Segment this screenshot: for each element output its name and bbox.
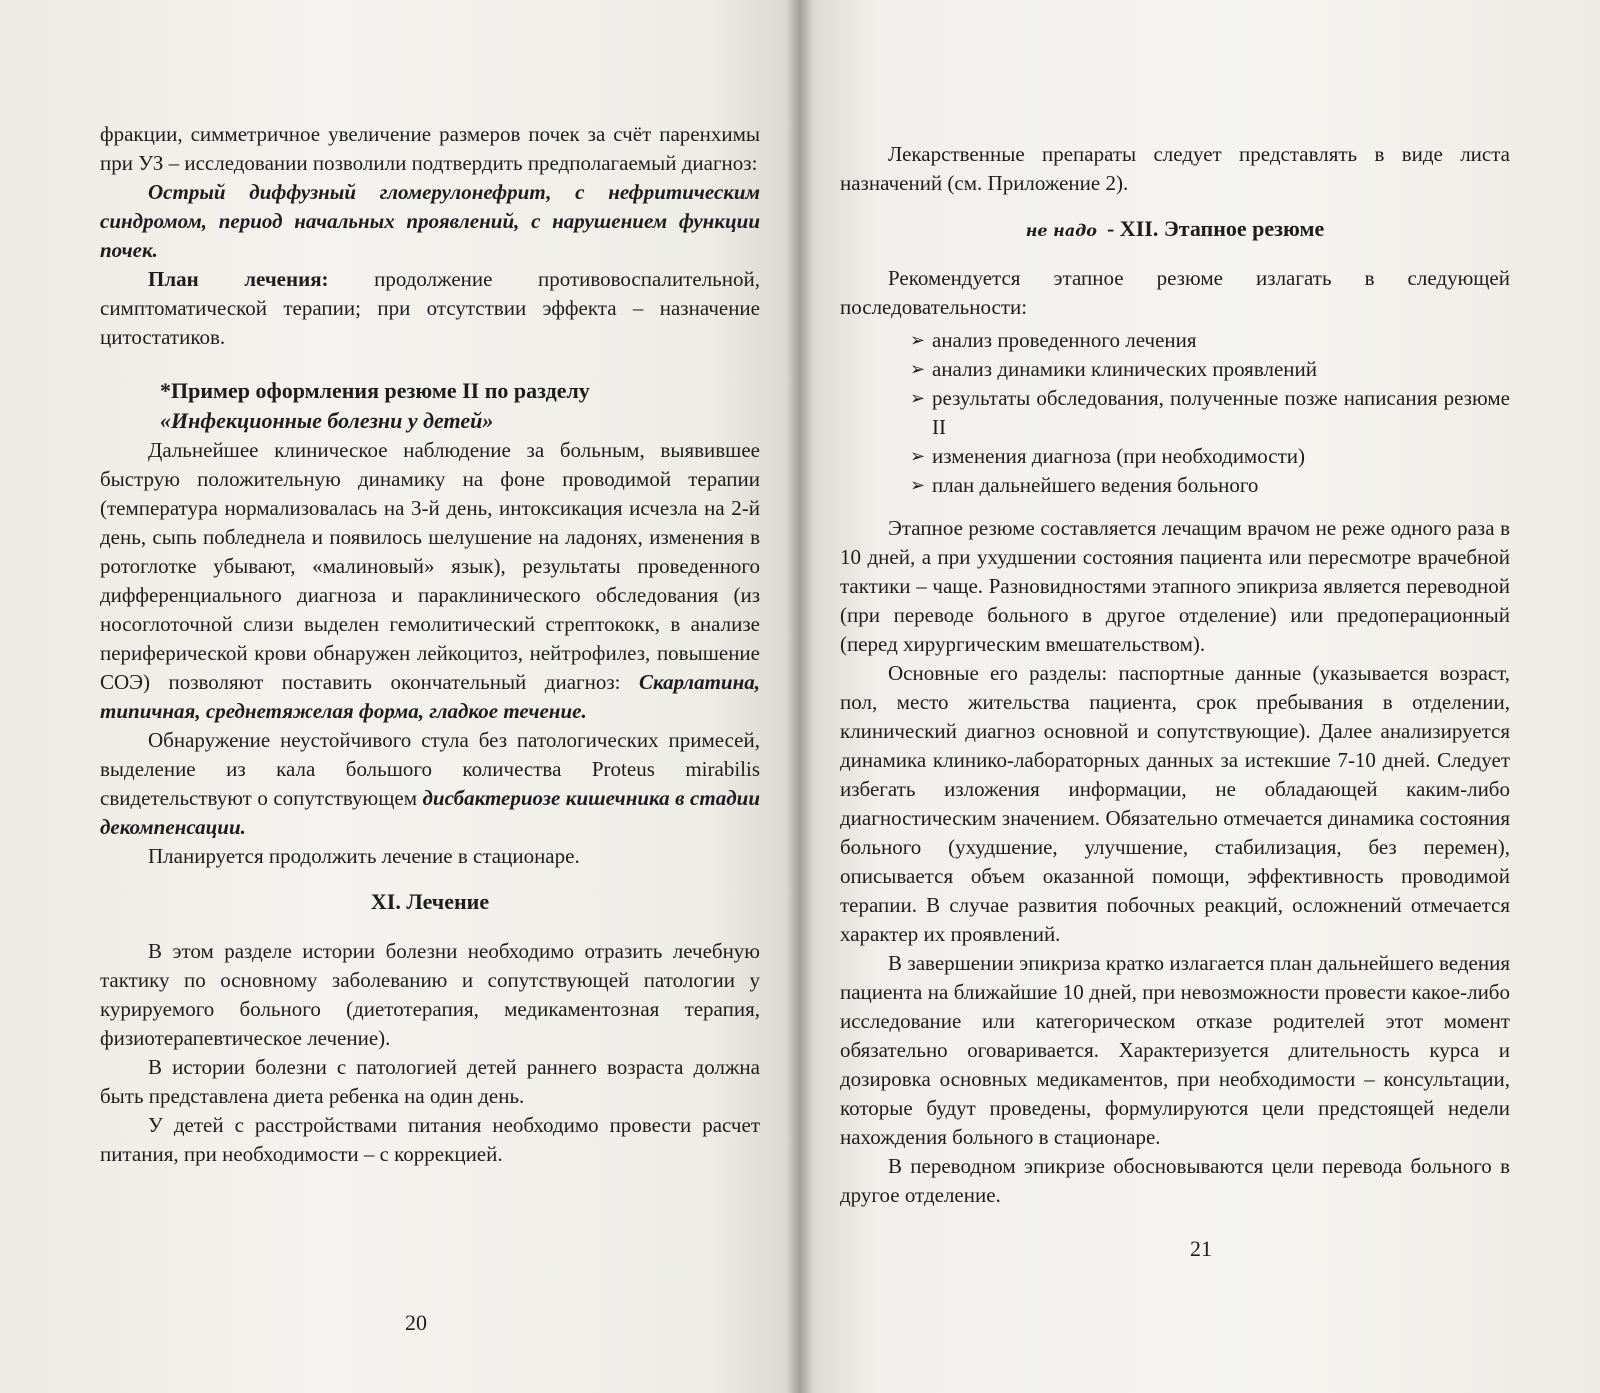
book-spine	[786, 0, 814, 1393]
list-item: ➢ анализ динамики клинических проявлений	[910, 355, 1510, 384]
left-paragraph-5: В этом разделе истории болезни необходимо отразить лечебную тактику по основному заболеванию и сопутствующей патологии у курируемого больного (диетотерапия, медикаментозная терапия, физиотерапевтическое лечение).	[100, 939, 760, 1050]
right-paragraph-3: Этапное резюме составляется лечащим врачом не реже одного раза в 10 дней, а при ухудшении состояния пациента или пересмотре врачебной тактики – чаще. Разновидностями этапного эпикриза является переводной (при переводе больного в другое отделение) или предоперационный (перед хирургическим вмешательством).	[840, 516, 1510, 656]
example-title: *Пример оформления резюме II по разделу	[160, 378, 590, 403]
left-paragraph-1: фракции, симметричное увеличение размеров почек за счёт паренхимы при УЗ – исследовании позволили подтвердить предполагаемый диагноз:	[100, 122, 760, 175]
arrow-bullet-icon: ➢	[910, 388, 926, 408]
section-title-xi: XI. Лечение	[370, 889, 490, 914]
plan-text: продолжение противовоспалительной, симптоматической терапии; при отсутствии эффекта – назначение цитостатиков.	[100, 267, 760, 349]
page-number-left: 20	[405, 1310, 427, 1335]
p3-diagnosis: дисбактериозе кишечника в стадии декомпенсации.	[100, 786, 760, 839]
list-item: ➢ изменения диагноза (при необходимости)	[910, 442, 1510, 471]
arrow-bullet-icon: ➢	[910, 330, 926, 350]
left-treatment-plan	[100, 265, 760, 352]
list-item: ➢ план дальнейшего ведения больного	[910, 471, 1510, 500]
plan-label: План лечения:	[148, 267, 329, 291]
section-title-xii-text: - XII. Этапное резюме	[1106, 216, 1325, 241]
left-paragraph-3	[100, 726, 760, 842]
right-paragraph-1: Лекарственные препараты следует представлять в виде листа назначений (см. Приложение 2).	[840, 142, 1510, 195]
right-paragraph-4: Основные его разделы: паспортные данные (указывается возраст, пол, место жительства пациента, срок пребывания в отделении, клинический диагноз основной и сопутствующие). Далее анализируется динамика клинико-лабораторных данных за истекшие 7-10 дней. Следует избегать изложения информации, не обладающей каким-либо диагностическим значением. Обязательно отмечается динамика состояния больного (ухудшение, улучшение, стабилизация, без перемен), описывается объем оказанной помощи, эффективность проводимой терапии. В случае развития побочных реакций, осложнений отмечается характер их проявлений.	[840, 661, 1510, 946]
list-item: ➢ анализ проведенного лечения	[910, 326, 1510, 355]
left-paragraph-7: У детей с расстройствами питания необходимо провести расчет питания, при необходимости – с коррекцией.	[100, 1113, 760, 1166]
arrow-bullet-icon: ➢	[910, 475, 926, 495]
handwritten-note: не надо	[1025, 221, 1097, 240]
left-paragraph-6: В истории болезни с патологией детей раннего возраста должна быть представлена диета ребенка на один день.	[100, 1055, 760, 1108]
left-paragraph-4: Планируется продолжить лечение в стационаре.	[148, 844, 580, 868]
arrow-bullet-icon: ➢	[910, 446, 926, 466]
list-item: ➢ результаты обследования, полученные позже написания резюме II	[910, 386, 1510, 439]
right-page	[800, 0, 1600, 1393]
right-paragraph-5: В завершении эпикриза кратко излагается план дальнейшего ведения пациента на ближайшие 10 дней, при невозможности провести какое-либо исследование или категорическом отказе родителей этот момент обязательно оговаривается. Характеризуется длительность курса и дозировка основных медикаментов, при необходимости – консультации, которые будут проведены, формулируются цели предстоящей недели нахождения больного в стационаре.	[840, 951, 1510, 1149]
example-subtitle: «Инфекционные болезни у детей»	[160, 408, 494, 433]
p2-diagnosis: Скарлатина, типичная, среднетяжелая форма, гладкое течение.	[100, 670, 760, 723]
page-number-right: 21	[1190, 1236, 1212, 1261]
left-paragraph-2	[100, 436, 760, 726]
right-paragraph-2: Рекомендуется этапное резюме излагать в следующей последовательности:	[840, 266, 1510, 319]
arrow-bullet-icon: ➢	[910, 359, 926, 379]
right-paragraph-6: В переводном эпикризе обосновываются цели перевода больного в другое отделение.	[840, 1154, 1510, 1207]
p2-text: Дальнейшее клиническое наблюдение за больным, выявившее быструю положительную динамику на фоне проводимой терапии (температура нормализовалась на 3-й день, интоксикация исчезла на 2-й день, сыпь побледнела и появилось шелушение на ладонях, изменения в ротоглотке убывают, «малиновый» язык), результаты проведенного дифференциального диагноза и параклинического обследования (из носоглоточной слизи выделен гемолитический стрептококк, в анализе периферической крови обнаружен лейкоцитоз, нейтрофилез, повышение СОЭ) позволяют поставить окончательный диагноз:	[100, 438, 760, 694]
bullet-list	[840, 326, 1510, 500]
p3-text: Обнаружение неустойчивого стула без патологических примесей, выделение из кала большого количества Proteus mirabilis свидетельствуют о сопутствующем	[100, 728, 760, 810]
left-diagnosis: Острый диффузный гломерулонефрит, с нефритическим синдромом, период начальных проявлений, с нарушением функции почек.	[100, 180, 760, 262]
section-title-xii	[840, 216, 1510, 242]
